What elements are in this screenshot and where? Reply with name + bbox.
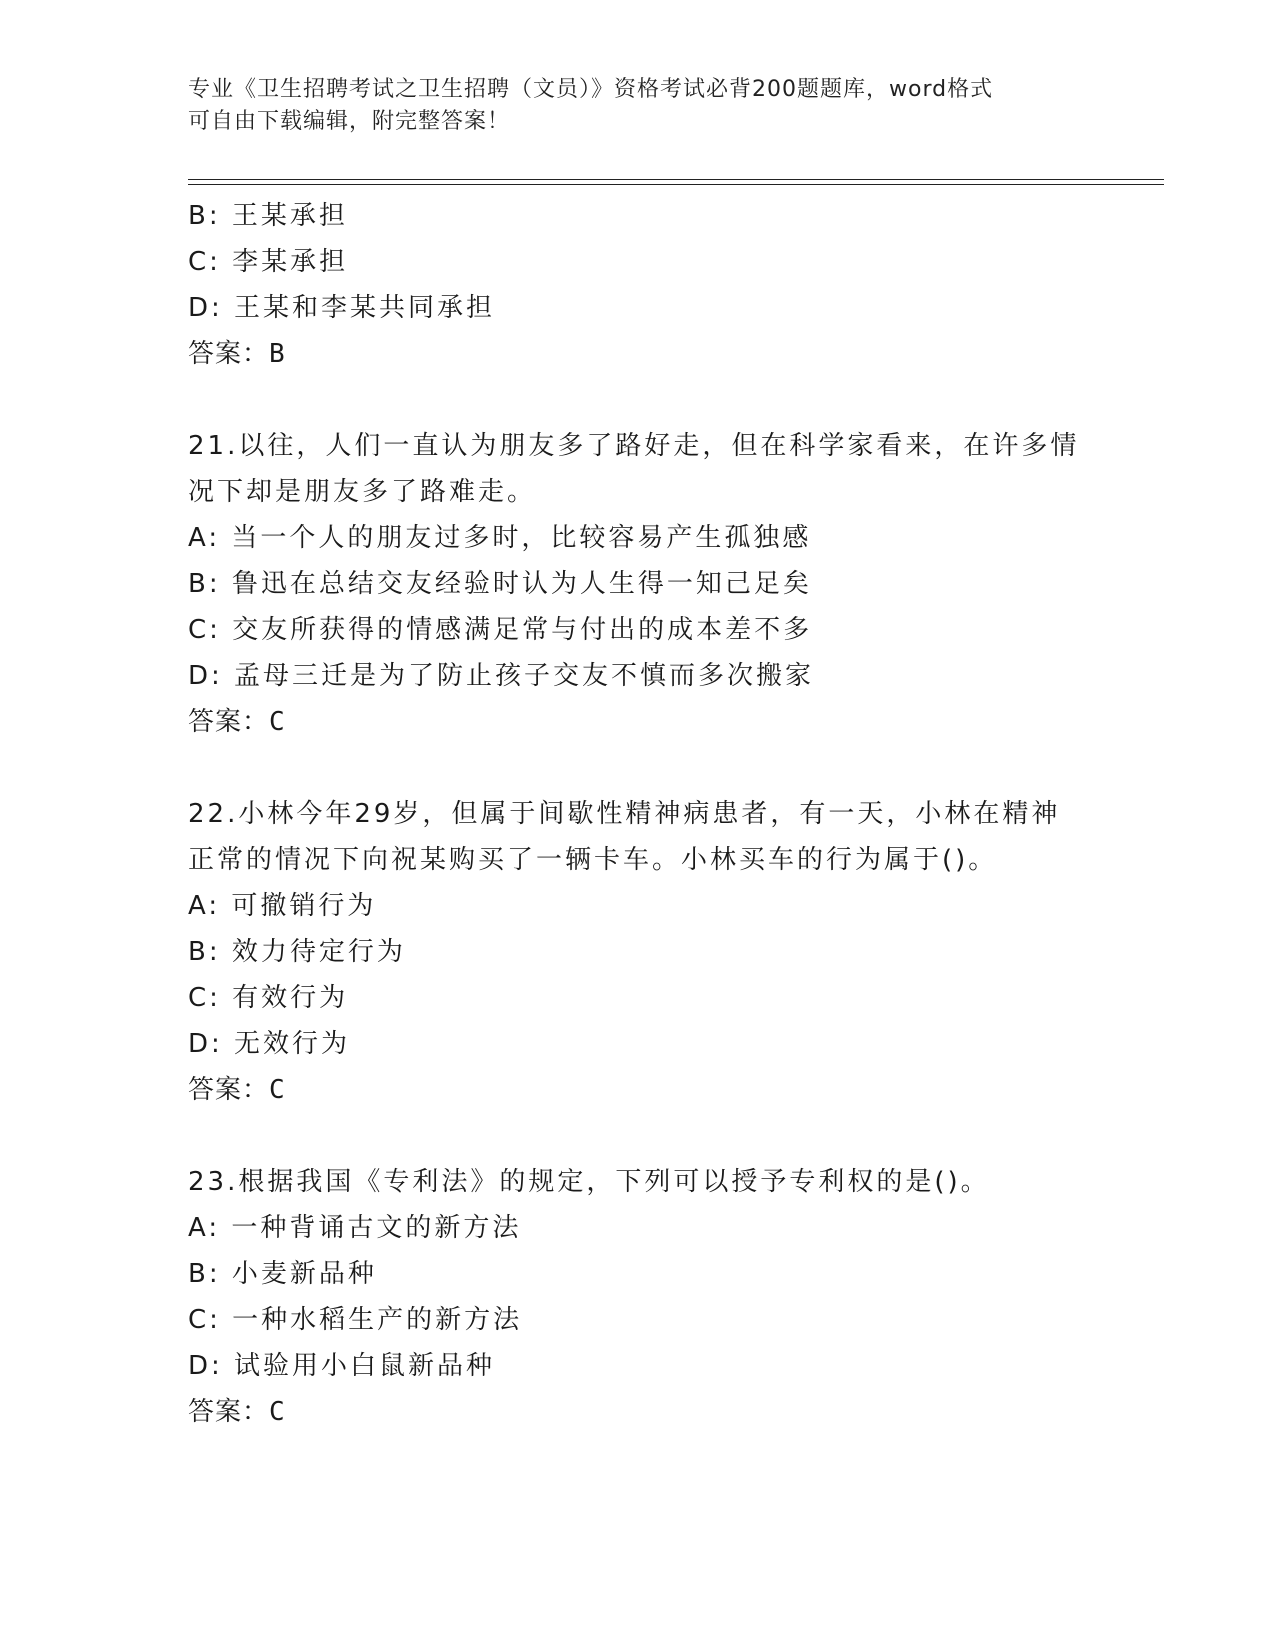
header-title-line1: 专业《卫生招聘考试之卫生招聘（文员）》资格考试必背200题题库，word格式 xyxy=(188,77,994,102)
answer-line xyxy=(188,1067,1088,1113)
answer-line xyxy=(188,699,1088,745)
spacer xyxy=(188,1113,1088,1159)
question-stem-line2: 正常的情况下向祝某购买了一辆卡车。小林买车的行为属于()。 xyxy=(188,845,998,875)
document-header xyxy=(188,74,1068,138)
question-stem-line1: 22.小林今年29岁，但属于间歇性精神病患者，有一天，小林在精神 xyxy=(188,799,1061,829)
spacer xyxy=(188,745,1088,791)
question-20 xyxy=(188,193,1088,377)
option-d: D: 孟母三迁是为了防止孩子交友不慎而多次搬家 xyxy=(188,661,815,691)
option-c: C: 交友所获得的情感满足常与付出的成本差不多 xyxy=(188,615,813,645)
header-title-line2: 可自由下载编辑，附完整答案！ xyxy=(188,109,511,134)
option-b: B: 鲁迅在总结交友经验时认为人生得一知己足矣 xyxy=(188,569,812,599)
option-a: A: 可撤销行为 xyxy=(188,891,377,921)
answer-label: 答案： xyxy=(188,1397,270,1427)
question-21 xyxy=(188,423,1088,745)
answer-value: C xyxy=(269,1397,286,1427)
spacer xyxy=(188,377,1088,423)
answer-value: C xyxy=(269,707,286,737)
option-a: A: 一种背诵古文的新方法 xyxy=(188,1213,522,1243)
option-c: C: 李某承担 xyxy=(188,247,349,277)
answer-label: 答案： xyxy=(188,707,270,737)
question-22 xyxy=(188,791,1088,1113)
option-c: C: 一种水稻生产的新方法 xyxy=(188,1305,523,1335)
option-b: B: 效力待定行为 xyxy=(188,937,406,967)
question-stem-line2: 况下却是朋友多了路难走。 xyxy=(188,477,537,507)
answer-label: 答案： xyxy=(188,1075,270,1105)
header-divider-top xyxy=(188,179,1164,180)
answer-value: C xyxy=(269,1075,286,1105)
answer-label: 答案： xyxy=(188,339,270,369)
option-c: C: 有效行为 xyxy=(188,983,349,1013)
answer-value: B xyxy=(269,339,286,369)
question-23 xyxy=(188,1159,1088,1435)
answer-line xyxy=(188,1389,1088,1435)
answer-line xyxy=(188,331,1088,377)
option-d: D: 王某和李某共同承担 xyxy=(188,293,496,323)
option-b: B: 小麦新品种 xyxy=(188,1259,377,1289)
question-stem-line1: 21.以往，人们一直认为朋友多了路好走，但在科学家看来，在许多情 xyxy=(188,431,1080,461)
option-d: D: 试验用小白鼠新品种 xyxy=(188,1351,496,1381)
option-a: A: 当一个人的朋友过多时，比较容易产生孤独感 xyxy=(188,523,812,553)
question-list xyxy=(188,193,1088,1435)
option-b: B: 王某承担 xyxy=(188,201,348,231)
header-divider-bottom xyxy=(188,184,1164,185)
option-d: D: 无效行为 xyxy=(188,1029,351,1059)
question-stem-line1: 23.根据我国《专利法》的规定，下列可以授予专利权的是()。 xyxy=(188,1167,990,1197)
